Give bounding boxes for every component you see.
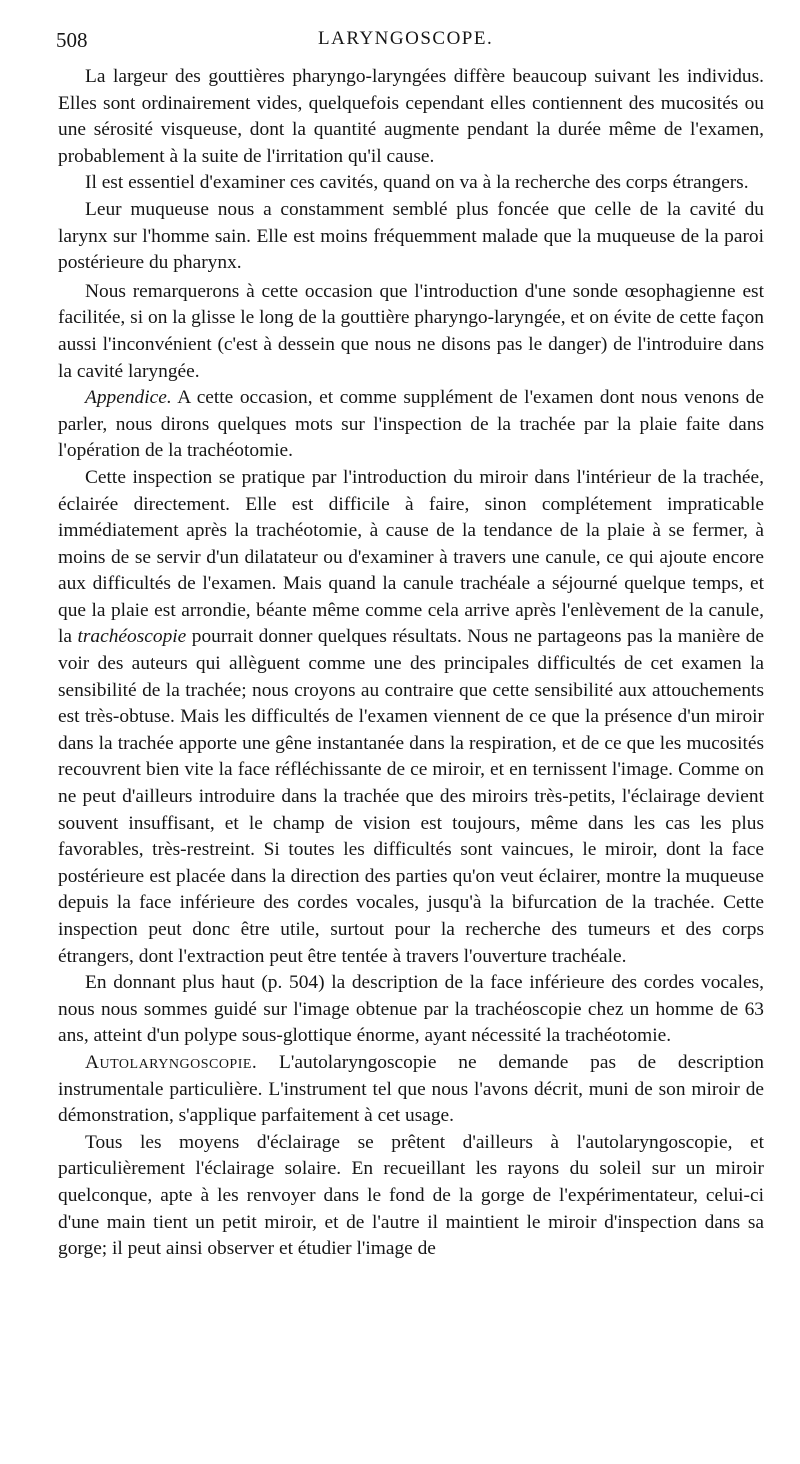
page-number: 508 — [56, 28, 88, 52]
paragraph-gouttieres: La largeur des gouttières pharyngo-laryngées diffère beaucoup suivant les individus. Elles sont ordinairement vides, quelquefois cependant elles contiennent des mucosités ou une sérosité visqueuse, dont la quantité augmente pendant la durée même de l'examen, probablement à la suite de l'irritation qu'il cause. — [58, 66, 764, 167]
body-text — [58, 64, 764, 1263]
autolaryngoscopie-heading: Autolaryngoscopie. — [85, 1051, 258, 1073]
appendice-heading: Appendice. — [85, 387, 172, 409]
paragraph-description: En donnant plus haut (p. 504) la description de la face inférieure des cordes vocales, nous nous sommes guidé sur l'image obtenue par la trachéoscopie chez un homme de 63 ans, atteint d'un polype sous-glottique énorme, ayant nécessité la trachéotomie. — [58, 972, 764, 1047]
trachee-text-b: pourrait donner quelques résultats. Nous ne partageons pas la manière de voir des auteurs qui allèguent comme une des principales difficultés de cet examen la sensibilité de la trachée; nous croyons au contraire que cette sensibilité aux attouchements est très-obtuse. Mais les difficultés de l'examen viennent de ce que la présence d'un miroir dans la trachée apporte une gêne instantanée dans la respiration, et de ce que les mucosités recouvrent bien vite la face réfléchissante de ce miroir, et en ternissent l'image. Comme on ne peut d'ailleurs introduire dans la trachée que des miroirs très-petits, l'éclairage devient souvent insuffisant, et le champ de vision est toujours, même dans les cas les plus favorables, très-restreint. Si toutes les difficultés sont vaincues, le miroir, dont la face postérieure est placée dans la direction des parties qu'on veut éclairer, montre la muqueuse depuis la face inférieure des cordes vocales, jusqu'à la bifurcation de la trachée. Cette inspection peut donc être utile, surtout pour la recherche des tumeurs et des corps étrangers, dont l'extraction peut être tentée à travers l'ouverture trachéale. — [58, 626, 765, 967]
paragraph-corps-etrangers: Il est essentiel d'examiner ces cavités, quand on va à la recherche des corps étrangers. — [85, 172, 749, 194]
page-header — [56, 28, 760, 58]
paragraph-trachee-inspection — [58, 465, 764, 970]
paragraph-muqueuse: Leur muqueuse nous a constamment semblé plus foncée que celle de la cavité du larynx sur l'homme sain. Elle est moins fréquemment malade que la muqueuse de la paroi postérieure du pharynx. — [58, 198, 764, 274]
appendice-text: A cette occasion, et comme supplément de l'examen dont nous venons de parler, nous dirons quelques mots sur l'inspection de la trachée par la plaie faite dans l'opération de la trachéotomie. — [58, 387, 764, 462]
tracheoscopie-term: trachéoscopie — [77, 626, 187, 648]
paragraph-autolaryngoscopie — [58, 1050, 764, 1130]
paragraph-appendice — [58, 385, 764, 465]
running-title: LARYNGOSCOPE. — [318, 28, 494, 49]
paragraph-eclairage: Tous les moyens d'éclairage se prêtent d'ailleurs à l'autolaryngoscopie, et particulièrement l'éclairage solaire. En recueillant les rayons du soleil sur un miroir quelconque, apte à les renvoyer dans le fond de la gorge de l'expérimentateur, celui-ci d'une main tient un petit miroir, et de l'autre il maintient le miroir d'inspection dans sa gorge; il peut ainsi observer et étudier l'image de — [58, 1131, 764, 1260]
autolaryngoscopie-text: L'autolaryngoscopie ne demande pas de description instrumentale particulière. L'instrument tel que nous l'avons décrit, muni de son miroir de démonstration, s'applique parfaitement à cet usage. — [58, 1051, 764, 1127]
trachee-text-a: Cette inspection se pratique par l'introduction du miroir dans l'intérieur de la trachée, éclairée directement. Elle est difficile à faire, sinon complétement impraticable immédiatement après la trachéotomie, à cause de la tendance de la plaie à se fermer, à moins de se servir d'un dilatateur ou d'examiner à travers une canule, ce qui ajoute encore aux difficultés de l'examen. Mais quand la canule trachéale a séjourné quelque temps, et que la plaie est arrondie, béante même comme cela arrive après l'enlèvement de la canule, la — [58, 466, 764, 648]
paragraph-sonde: Nous remarquerons à cette occasion que l'introduction d'une sonde œsophagienne est facilitée, si on la glisse le long de la gouttière pharyngo-laryngée, et on évite de cette façon aussi l'inconvénient (c'est à dessein que nous ne disons pas le danger) de l'introduire dans la cavité laryngée. — [58, 280, 764, 382]
